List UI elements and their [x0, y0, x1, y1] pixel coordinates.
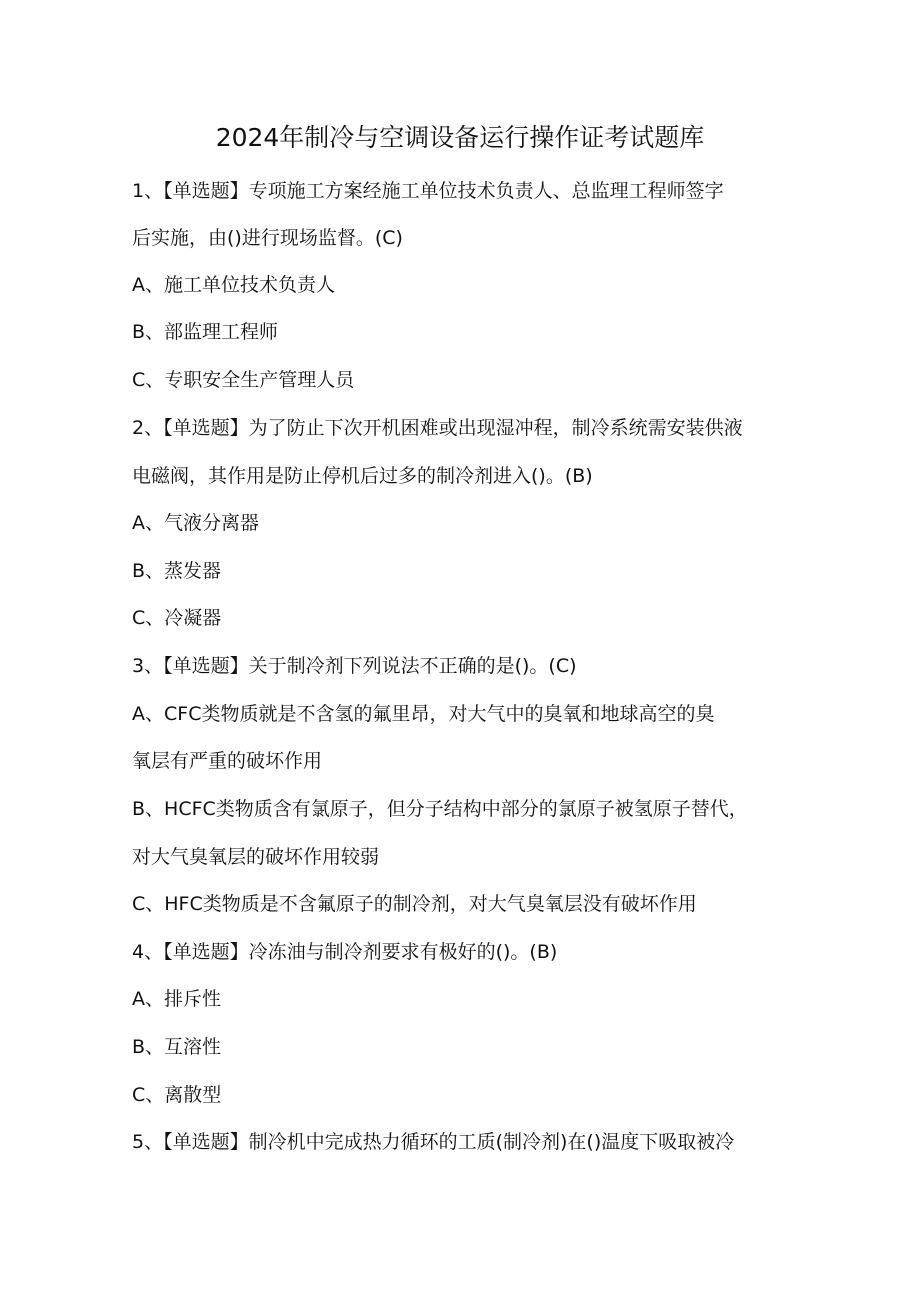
question-1-option-a: A、施工单位技术负责人: [132, 274, 335, 296]
question-4-option-c: C、离散型: [132, 1084, 222, 1106]
question-3-option-c: C、HFC类物质是不含氟原子的制冷剂，对大气臭氧层没有破坏作用: [132, 893, 697, 915]
question-2-option-c: C、冷凝器: [132, 607, 222, 629]
question-1-option-c: C、专职安全生产管理人员: [132, 369, 355, 391]
question-2-stem-line-1: 2、【单选题】为了防止下次开机困难或出现湿冲程，制冷系统需安装供液: [132, 417, 743, 439]
question-2-stem-line-2: 电磁阀，其作用是防止停机后过多的制冷剂进入()。(B): [132, 465, 593, 487]
question-4-option-b: B、互溶性: [132, 1036, 222, 1058]
question-1-stem-line-2: 后实施，由()进行现场监督。(C): [132, 227, 403, 249]
question-4-option-a: A、排斥性: [132, 988, 221, 1010]
question-3-stem: 3、【单选题】关于制冷剂下列说法不正确的是()。(C): [132, 655, 577, 677]
question-1-stem-line-1: 1、【单选题】专项施工方案经施工单位技术负责人、总监理工程师签字: [132, 180, 724, 202]
question-3-option-b-line-1: B、HCFC类物质含有氯原子，但分子结构中部分的氯原子被氢原子替代，: [132, 798, 748, 820]
question-5-stem: 5、【单选题】制冷机中完成热力循环的工质(制冷剂)在()温度下吸取被冷: [132, 1131, 735, 1153]
question-1-option-b: B、部监理工程师: [132, 321, 279, 343]
question-3-option-a-line-2: 氧层有严重的破坏作用: [132, 750, 323, 772]
question-4-stem: 4、【单选题】冷冻油与制冷剂要求有极好的()。(B): [132, 941, 558, 963]
question-3-option-b-line-2: 对大气臭氧层的破坏作用较弱: [132, 846, 380, 868]
question-2-option-a: A、气液分离器: [132, 512, 259, 534]
document-title: 2024年制冷与空调设备运行操作证考试题库: [215, 123, 705, 152]
question-2-option-b: B、蒸发器: [132, 560, 222, 582]
question-3-option-a-line-1: A、CFC类物质就是不含氢的氟里昂，对大气中的臭氧和地球高空的臭: [132, 703, 715, 725]
